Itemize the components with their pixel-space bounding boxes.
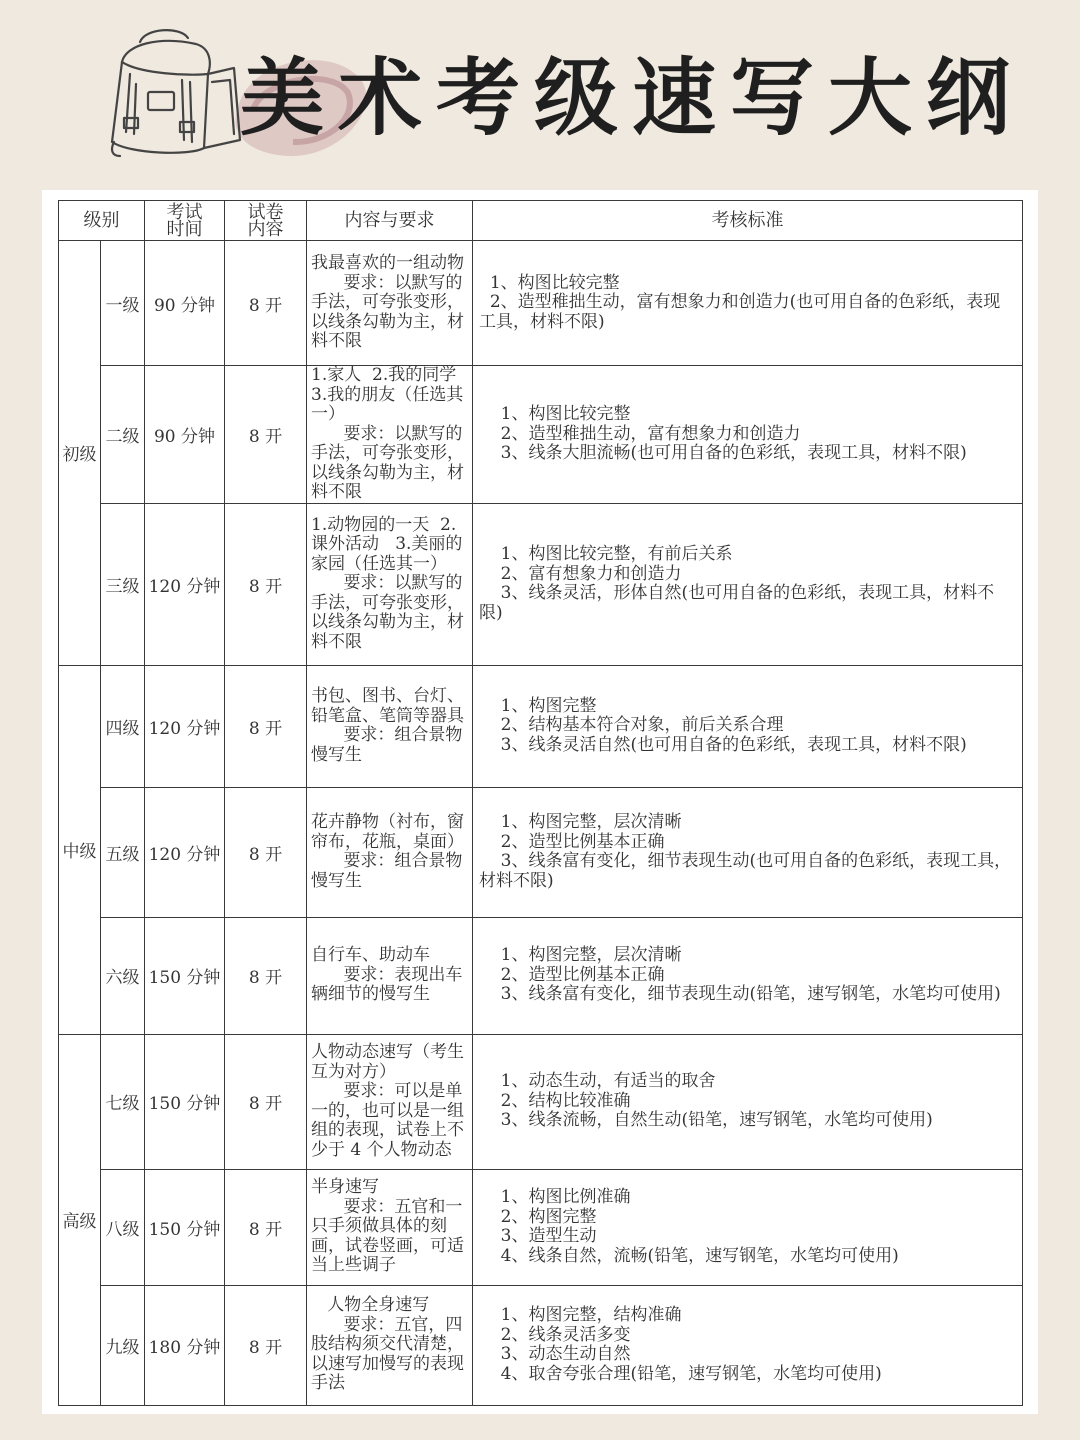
table-row [59,665,1023,787]
level-cell: 二级 [101,366,145,504]
content-line: 要求：组合景物慢写生 [311,851,463,891]
paper-cell: 8 开 [225,917,307,1034]
standard-line: 2、线条灵活多变 [479,1324,631,1345]
header-level: 级别 [59,201,145,241]
paper-cell: 8 开 [225,1169,307,1285]
content-line: 半身速写 [311,1177,379,1198]
content-line: 人物全身速写 [311,1295,430,1316]
standard-cell [473,1285,1023,1405]
content-line: 要求：以默写的手法，可夸张变形，以线条勾勒为主，材料不限 [311,423,464,502]
standard-line: 2、构图完整 [479,1206,597,1227]
content-cell [307,665,473,787]
content-line: 要求：五官和一只手须做具体的刻画，试卷竖画，可适当上些调子 [311,1196,464,1276]
time-cell: 150 分钟 [145,917,225,1034]
time-cell: 90 分钟 [145,366,225,504]
content-cell [307,917,473,1034]
table-row [59,1034,1023,1169]
standard-line: 1、构图完整，层次清晰 [479,812,682,832]
standard-cell [473,917,1023,1034]
paper-cell: 8 开 [225,241,307,366]
content-cell [307,787,473,917]
paper-cell: 8 开 [225,1034,307,1169]
page-title: 美术考级速写大纲 [240,49,1025,147]
time-cell: 150 分钟 [145,1034,225,1169]
paper-cell: 8 开 [225,665,307,787]
standard-line: 1、构图比较完整 [479,272,620,293]
level-cell: 七级 [101,1034,145,1169]
standard-line: 2、结构基本符合对象，前后关系合理 [479,715,784,736]
standard-line: 1、构图完整，层次清晰 [479,945,682,966]
standard-line: 2、造型比例基本正确 [479,964,665,985]
level-cell: 九级 [101,1285,145,1405]
table-header-row [59,201,1023,241]
time-cell: 180 分钟 [145,1285,225,1405]
standard-line: 3、线条富有变化，细节表现生动(也可用自备的色彩纸，表现工具，材料不限) [479,851,1012,891]
standard-line: 1、构图比较完整 [479,404,631,424]
content-line: 要求：以默写的手法，可夸张变形，以线条勾勒为主，材料不限 [311,573,464,652]
standard-line: 3、线条大胆流畅(也可用自备的色彩纸，表现工具，材料不限) [479,443,967,463]
time-cell: 90 分钟 [145,241,225,366]
content-line: 书包、图书、台灯、铅笔盒、笔筒等器具 [311,686,464,726]
standard-line: 4、取舍夸张合理(铅笔，速写钢笔，水笔均可使用) [479,1363,882,1384]
standard-line: 1、动态生动，有适当的取舍 [479,1071,716,1092]
content-cell [307,241,473,366]
time-cell: 120 分钟 [145,787,225,917]
standard-line: 2、结构比较准确 [479,1090,631,1111]
paper-cell: 8 开 [225,787,307,917]
content-line: 自行车、助动车 [311,945,430,966]
standard-cell [473,787,1023,917]
exam-outline-table [58,200,1023,1406]
content-line: 1.家人 2.我的同学 3.我的朋友（任选其一） [311,365,468,424]
standard-line: 1、构图比例准确 [479,1187,631,1207]
table-row [59,503,1023,665]
content-cell [307,1034,473,1169]
paper-cell: 8 开 [225,366,307,504]
standard-line: 1、构图完整 [479,695,597,716]
level-cell: 三级 [101,503,145,665]
level-cell: 四级 [101,665,145,787]
header-time: 考试 时间 [145,201,225,241]
standard-cell [473,503,1023,665]
paper-cell: 8 开 [225,1285,307,1405]
standard-line: 3、线条富有变化，细节表现生动(铅笔，速写钢笔，水笔均可使用) [479,984,1001,1005]
content-line: 要求：可以是单一的，也可以是一组组的表现，试卷上不少于 4 个人物动态 [311,1081,464,1160]
header-content: 内容与要求 [307,201,473,241]
standard-line: 3、线条灵活，形体自然(也可用自备的色彩纸，表现工具，材料不限) [479,583,995,623]
content-line: 要求：表现出车辆细节的慢写生 [311,964,463,1005]
content-cell [307,366,473,504]
backpack-icon [100,22,250,162]
content-line: 我最喜欢的一组动物 [311,253,464,274]
content-line: 1.动物园的一天 2.课外活动 3.美丽的家园（任选其一） [311,514,463,574]
standard-line: 2、造型稚拙生动，富有想象力和创造力(也可用自备的色彩纸，表现工具，材料不限) [479,292,1001,332]
content-line: 人物动态速写（考生互为对方） [311,1042,464,1082]
time-cell: 120 分钟 [145,503,225,665]
content-cell [307,1285,473,1405]
level-cell: 五级 [101,787,145,917]
standard-line: 3、线条流畅，自然生动(铅笔，速写钢笔，水笔均可使用) [479,1110,933,1131]
standard-line: 4、线条自然，流畅(铅笔，速写钢笔，水笔均可使用) [479,1245,899,1266]
table-row [59,1169,1023,1285]
table-row [59,917,1023,1034]
standard-cell [473,1034,1023,1169]
table-row [59,366,1023,504]
table-row [59,1285,1023,1405]
level-cell: 六级 [101,917,145,1034]
content-line: 要求：组合景物慢写生 [311,725,463,765]
time-cell: 150 分钟 [145,1169,225,1285]
header [0,0,1080,185]
content-line: 要求：五官，四肢结构须交代清楚，以速写加慢写的表现手法 [311,1314,464,1394]
standard-line: 1、构图比较完整，有前后关系 [479,544,733,564]
level-cell: 一级 [101,241,145,366]
level-cell: 八级 [101,1169,145,1285]
standard-cell [473,366,1023,504]
standard-line: 3、动态生动自然 [479,1344,631,1364]
group-label: 高级 [59,1034,101,1405]
header-standard: 考核标准 [473,201,1023,241]
content-line: 要求：以默写的手法，可夸张变形，以线条勾勒为主，材料不限 [311,272,464,352]
standard-line: 2、富有想象力和创造力 [479,563,682,584]
standard-cell [473,665,1023,787]
standard-line: 3、造型生动 [479,1226,597,1246]
standard-line: 2、造型比例基本正确 [479,831,665,852]
standard-line: 1、构图完整，结构准确 [479,1305,682,1325]
standard-line: 2、造型稚拙生动，富有想象力和创造力 [479,423,801,444]
table-row [59,241,1023,366]
outline-sheet [42,190,1038,1414]
group-label: 初级 [59,241,101,666]
content-cell [307,503,473,665]
standard-cell [473,1169,1023,1285]
header-paper: 试卷 内容 [225,201,307,241]
table-row [59,787,1023,917]
content-line: 花卉静物（衬布，窗帘布，花瓶，桌面） [311,812,464,852]
standard-cell [473,241,1023,366]
standard-line: 3、线条灵活自然(也可用自备的色彩纸，表现工具，材料不限) [479,734,967,755]
group-label: 中级 [59,665,101,1034]
paper-cell: 8 开 [225,503,307,665]
content-cell [307,1169,473,1285]
time-cell: 120 分钟 [145,665,225,787]
